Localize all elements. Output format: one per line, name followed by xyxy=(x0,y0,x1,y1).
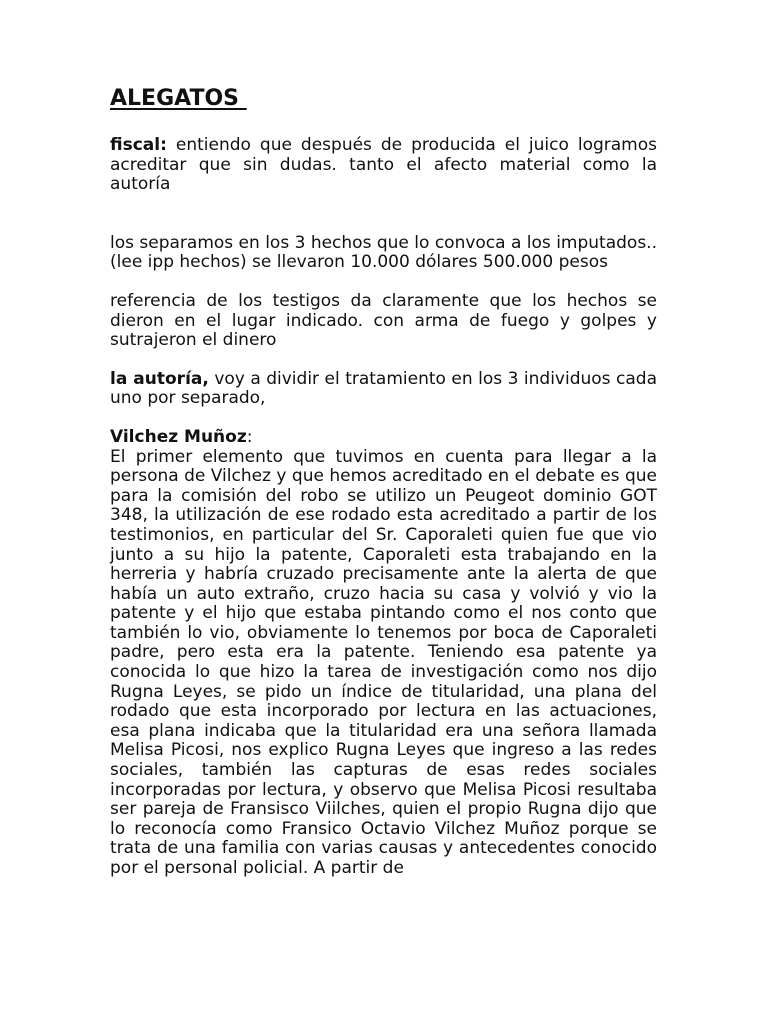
paragraph-hechos: los separamos en los 3 hechos que lo convoca a los imputados.. (lee ipp hechos) se llevaron 10.000 dólares 500.000 pesos xyxy=(110,232,657,273)
paragraph-spacer xyxy=(110,409,657,428)
section-heading-colon: : xyxy=(246,426,253,447)
section-heading-name: Vilchez Muñoz xyxy=(110,426,247,447)
paragraph-fiscal-text: entiendo que después de producida el juico logramos acreditar que sin dudas. tanto el afecto material como la autoría xyxy=(110,135,657,195)
paragraph-spacer xyxy=(110,195,657,234)
paragraph-autoria-text: voy a dividir el tratamiento en los 3 individuos cada uno por separado, xyxy=(110,368,657,409)
speaker-label-fiscal: fiscal: xyxy=(110,135,167,155)
label-autoria: la autoría, xyxy=(110,368,209,389)
paragraph-spacer xyxy=(110,273,657,292)
document-body xyxy=(110,86,657,879)
paragraph-testigos: referencia de los testigos da claramente que los hechos se dieron en el lugar indicado. con arma de fuego y golpes y sutrajeron el dinero xyxy=(110,290,657,351)
paragraph-autoria xyxy=(110,370,657,409)
paragraph-fiscal xyxy=(110,136,657,195)
paragraph-vilchez: El primer elemento que tuvimos en cuenta para llegar a la persona de Vilchez y que hemos acreditado en el debate es que para la comisión del robo se utilizo un Peugeot dominio GOT 348, la utilización de ese rodado esta acreditado a partir de los testimonios, en particular del Sr. Caporaleti quien fue que vio junto a su hijo la patente, Caporaleti esta trabajando en la herreria y habría cruzado precisamente ante la alerta de que había un auto extraño, cruzo hacia su casa y volvió y vio la patente y el hijo que estaba pintando como el nos conto que también lo vio, obviamente lo tenemos por boca de Caporaleti padre, pero esta era la patente. Teniendo esa patente ya conocida lo que hizo la tarea de investigación como nos dijo Rugna Leyes, se pido un índice de titularidad, una plana del rodado que esta incorporado por lectura en las actuaciones, esa plana indicaba que la titularidad era una señora llamada Melisa Picosi, nos explico Rugna Leyes que ingreso a las redes sociales, también las capturas de esas redes sociales incorporadas por lectura, y observo que Melisa Picosi resultaba ser pareja de Fransisco Viilches, quien el propio Rugna dijo que lo reconocía como Fransico Octavio Vilchez Muñoz porque se trata de una familia con varias causas y antecedentes conocido por el personal policial. A partir de xyxy=(110,446,657,878)
section-heading-vilchez xyxy=(110,428,657,448)
document-title: ALEGATOS xyxy=(110,86,247,111)
paragraph-spacer xyxy=(110,351,657,370)
